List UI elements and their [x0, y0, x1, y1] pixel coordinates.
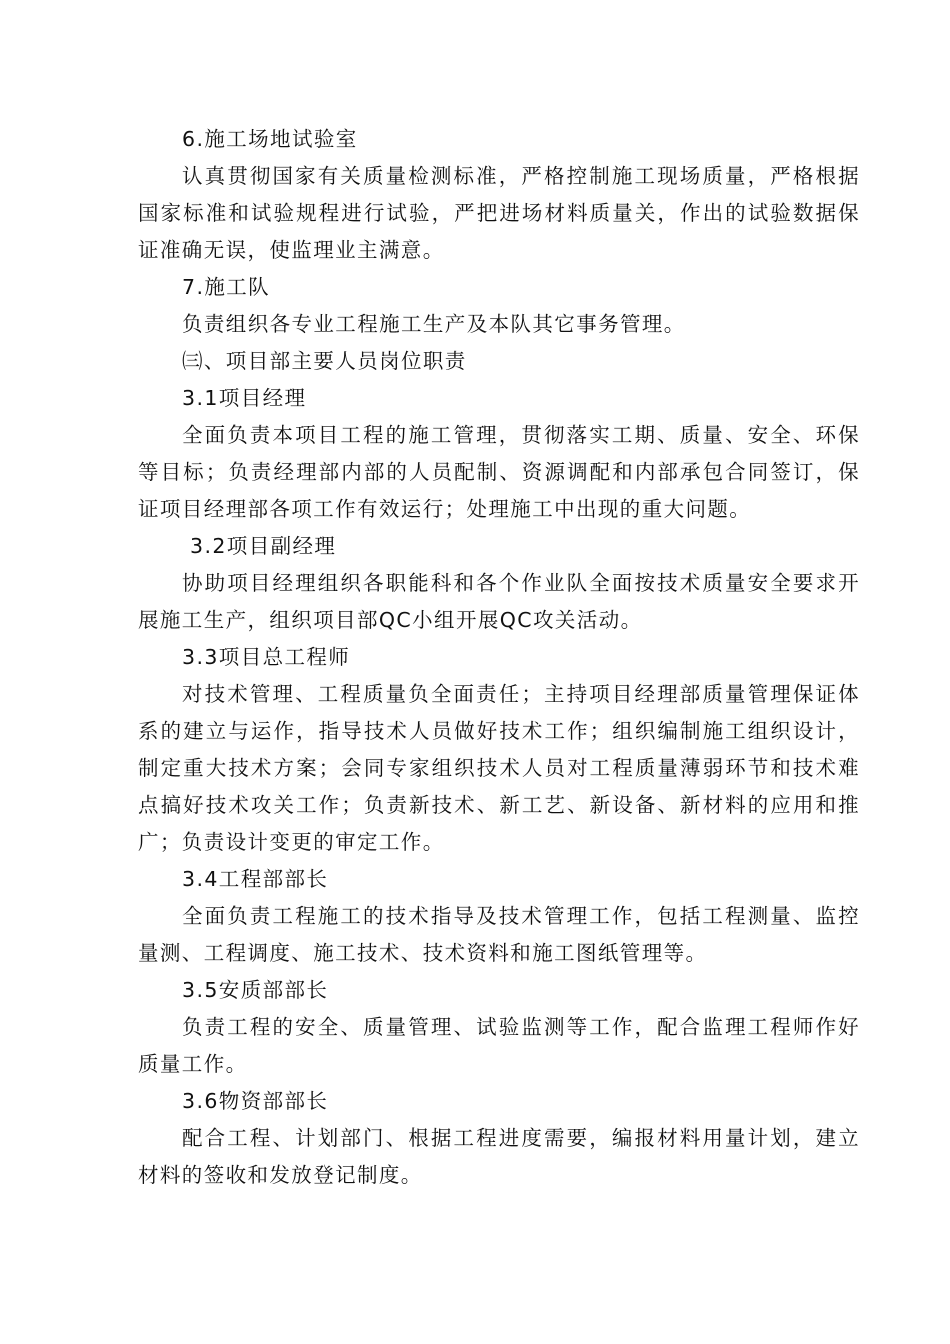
- paragraph-team-duties: 负责组织各专业工程施工生产及本队其它事务管理。: [182, 312, 686, 336]
- subheading-deputy-manager: 3.2项目副经理: [190, 534, 337, 558]
- subheading-project-manager: 3.1项目经理: [182, 386, 307, 410]
- section-heading-lab: 6.施工场地试验室: [182, 127, 358, 151]
- paragraph-lab-duties: 认真贯彻国家有关质量检测标准，严格控制施工现场质量，严格根据国家标准和试验规程进行试验，严把进场材料质量关，作出的试验数据保证准确无误，使监理业主满意。: [138, 164, 860, 262]
- paragraph-project-manager: 全面负责本项目工程的施工管理，贯彻落实工期、质量、安全、环保等目标；负责经理部内部的人员配制、资源调配和内部承包合同签订，保证项目经理部各项工作有效运行；处理施工中出现的重大问题。: [138, 423, 860, 521]
- paragraph-materials-head: 配合工程、计划部门、根据工程进度需要，编报材料用量计划，建立材料的签收和发放登记制度。: [138, 1126, 860, 1187]
- paragraph-safety-quality-head: 负责工程的安全、质量管理、试验监测等工作，配合监理工程师作好质量工作。: [138, 1015, 860, 1076]
- subheading-materials-head: 3.6物资部部长: [182, 1089, 329, 1113]
- subheading-chief-engineer: 3.3项目总工程师: [182, 645, 351, 669]
- paragraph-chief-engineer: 对技术管理、工程质量负全面责任；主持项目经理部质量管理保证体系的建立与运作，指导技术人员做好技术工作；组织编制施工组织设计，制定重大技术方案；会同专家组织技术人员对工程质量薄弱环节和技术难点搞好技术攻关工作；负责新技术、新工艺、新设备、新材料的应用和推广；负责设计变更的审定工作。: [138, 682, 860, 854]
- section-heading-responsibilities: ㈢、项目部主要人员岗位职责: [182, 349, 467, 373]
- section-heading-construction-team: 7.施工队: [182, 275, 271, 299]
- subheading-safety-quality-head: 3.5安质部部长: [182, 978, 329, 1002]
- subheading-engineering-head: 3.4工程部部长: [182, 867, 329, 891]
- paragraph-deputy-manager: 协助项目经理组织各职能科和各个作业队全面按技术质量安全要求开展施工生产，组织项目部QC小组开展QC攻关活动。: [138, 571, 860, 632]
- paragraph-engineering-head: 全面负责工程施工的技术指导及技术管理工作，包括工程测量、监控量测、工程调度、施工技术、技术资料和施工图纸管理等。: [138, 904, 860, 965]
- document-body: [138, 121, 860, 1194]
